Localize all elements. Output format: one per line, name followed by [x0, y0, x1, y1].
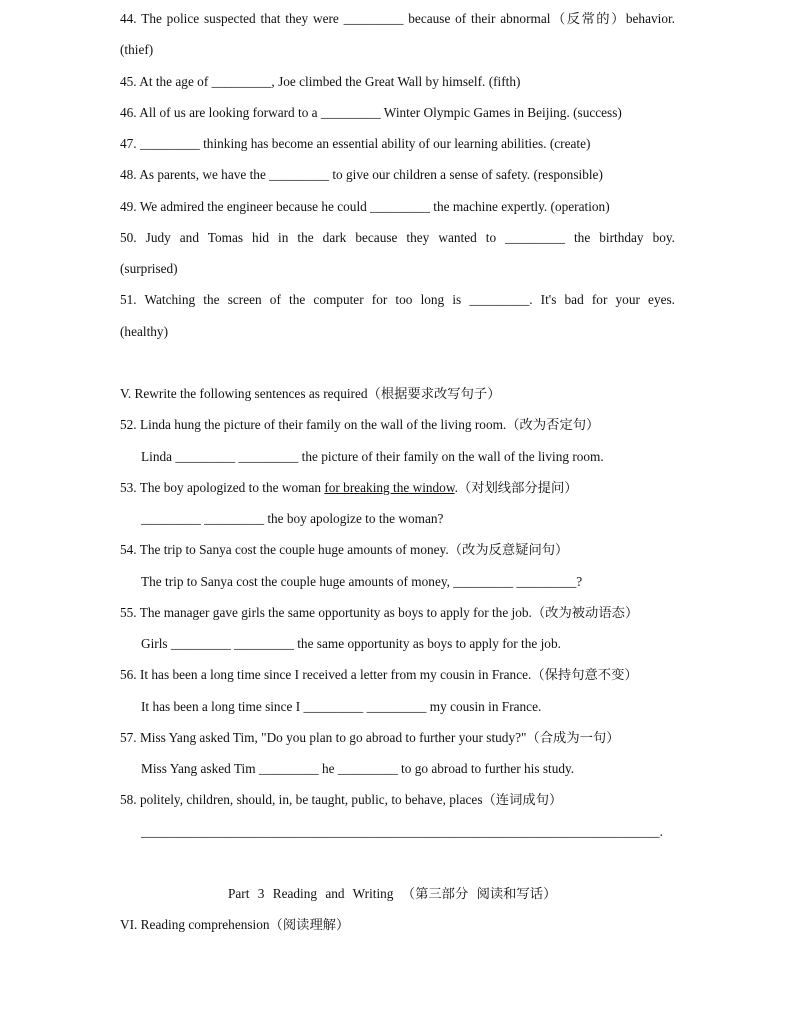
- question-48: 48. As parents, we have the _________ to give our children a sense of safety. (responsible): [120, 167, 603, 182]
- question-56-answer: It has been a long time since I _________ _________ my cousin in France.: [141, 699, 542, 714]
- question-45: 45. At the age of _________, Joe climbed the Great Wall by himself. (fifth): [120, 74, 521, 89]
- part-3-heading: Part 3 Reading and Writing （第三部分 阅读和写话）: [228, 886, 557, 901]
- question-53-prefix: 53. The boy apologized to the woman: [120, 480, 325, 495]
- question-55-answer: Girls _________ _________ the same opportunity as boys to apply for the job.: [141, 636, 561, 651]
- question-49: 49. We admired the engineer because he could _________ the machine expertly. (operation): [120, 199, 610, 214]
- question-56: 56. It has been a long time since I received a letter from my cousin in France.（保持句意不变）: [120, 667, 638, 682]
- question-55: 55. The manager gave girls the same opportunity as boys to apply for the job.（改为被动语态）: [120, 605, 639, 620]
- question-51: 51. Watching the screen of the computer for too long is _________. It's bad for your eyes.: [120, 292, 675, 307]
- question-44-hint: (thief): [120, 42, 154, 57]
- question-57: 57. Miss Yang asked Tim, "Do you plan to go abroad to further your study?"（合成为一句）: [120, 730, 620, 745]
- question-51-hint: (healthy): [120, 324, 168, 339]
- question-53-suffix: .（对划线部分提问）: [454, 480, 578, 495]
- question-58-answer: ______________________________________________________________________________.: [141, 824, 663, 839]
- question-53-underlined: for breaking the window: [324, 480, 455, 495]
- question-58: 58. politely, children, should, in, be taught, public, to behave, places（连词成句）: [120, 792, 563, 807]
- question-54: 54. The trip to Sanya cost the couple huge amounts of money.（改为反意疑问句）: [120, 542, 569, 557]
- question-50-hint: (surprised): [120, 261, 178, 276]
- question-46: 46. All of us are looking forward to a _________ Winter Olympic Games in Beijing. (success): [120, 105, 622, 120]
- question-54-answer: The trip to Sanya cost the couple huge amounts of money, _________ _________?: [141, 574, 583, 589]
- question-53: [120, 480, 578, 496]
- question-57-answer: Miss Yang asked Tim _________ he _________ to go abroad to further his study.: [141, 761, 575, 776]
- section-6-heading: VI. Reading comprehension（阅读理解）: [120, 917, 350, 932]
- section-5-heading: V. Rewrite the following sentences as required（根据要求改写句子）: [120, 386, 501, 401]
- question-47: 47. _________ thinking has become an essential ability of our learning abilities. (create): [120, 136, 591, 151]
- question-53-answer: _________ _________ the boy apologize to the woman?: [141, 511, 444, 526]
- question-50: 50. Judy and Tomas hid in the dark because they wanted to _________ the birthday boy.: [120, 230, 675, 245]
- question-52: 52. Linda hung the picture of their family on the wall of the living room.（改为否定句）: [120, 417, 600, 432]
- question-44: 44. The police suspected that they were _________ because of their abnormal（反常的）behavior.: [120, 11, 675, 26]
- question-52-answer: Linda _________ _________ the picture of their family on the wall of the living room.: [141, 449, 604, 464]
